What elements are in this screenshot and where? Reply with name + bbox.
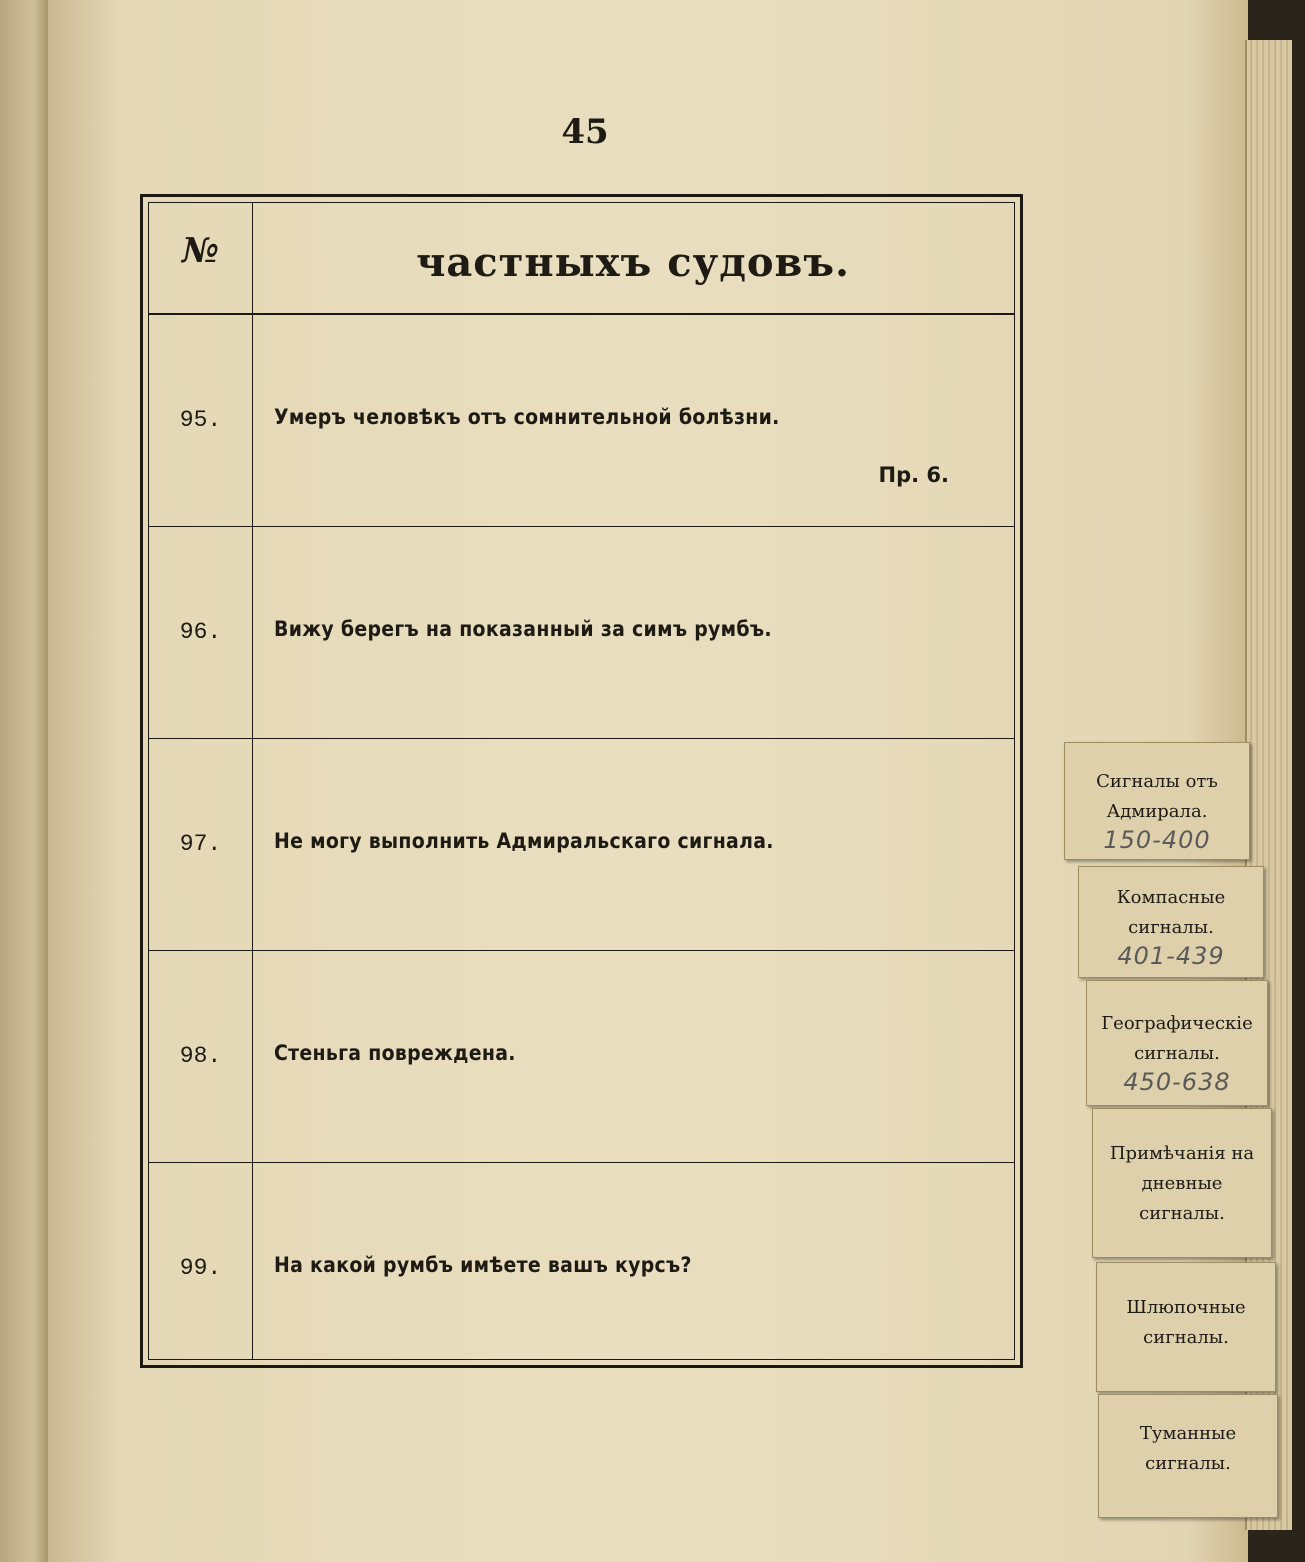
table-row (149, 527, 1014, 739)
tab-fog-signals[interactable] (1098, 1394, 1278, 1518)
tab-label: сигналы. (1145, 1453, 1231, 1474)
table-row (149, 315, 1014, 527)
tab-label: дневные (1141, 1173, 1223, 1194)
row-text: Умеръ человѣкъ отъ сомнительной болѣзни. (274, 405, 780, 429)
page-number: 45 (561, 112, 609, 152)
row-reference: Пр. 6. (878, 463, 949, 487)
row-text: На какой румбъ имѣете вашъ курсъ? (274, 1253, 692, 1277)
table-header (149, 203, 1014, 315)
row-text: Вижу берегъ на показанный за симъ румбъ. (274, 617, 772, 641)
tab-admiral-signals[interactable] (1064, 742, 1250, 860)
handwritten-range: 150-400 (1103, 826, 1211, 854)
tab-label: Географическіе (1101, 1013, 1253, 1034)
tab-geographic-signals[interactable] (1086, 980, 1268, 1106)
row-number: 97. (179, 831, 222, 857)
signal-table (140, 194, 1023, 1368)
row-number: 98. (179, 1043, 222, 1069)
header-number-sign: № (182, 231, 219, 271)
tab-label: сигналы. (1134, 1043, 1220, 1064)
tab-label: сигналы. (1128, 917, 1214, 938)
tab-label: Компасные (1116, 887, 1226, 908)
header-title: частныхъ судовъ. (416, 239, 850, 286)
handwritten-range: 450-638 (1123, 1068, 1231, 1096)
tab-label: Туманные (1139, 1423, 1237, 1444)
tab-label: Шлюпочные (1126, 1297, 1246, 1318)
table-row (149, 739, 1014, 951)
tab-label: Примѣчанія на (1109, 1143, 1255, 1164)
row-number: 96. (179, 619, 222, 645)
table-row (149, 951, 1014, 1163)
tab-day-signal-notes[interactable] (1092, 1108, 1272, 1258)
row-number: 95. (179, 407, 222, 433)
left-page-edge (0, 0, 50, 1562)
table-row (149, 1163, 1014, 1355)
tab-boat-signals[interactable] (1096, 1262, 1276, 1392)
tab-label: сигналы. (1143, 1327, 1229, 1348)
tab-compass-signals[interactable] (1078, 866, 1264, 978)
row-text: Не могу выполнить Адмиральскаго сигнала. (274, 829, 774, 853)
handwritten-range: 401-439 (1117, 942, 1225, 970)
row-number: 99. (179, 1255, 222, 1281)
tab-label: Адмирала. (1106, 801, 1208, 822)
row-text: Стеньга повреждена. (274, 1041, 516, 1065)
signal-table-inner (148, 202, 1015, 1360)
tab-label: Сигналы отъ (1096, 771, 1218, 792)
tab-label: сигналы. (1139, 1203, 1225, 1224)
